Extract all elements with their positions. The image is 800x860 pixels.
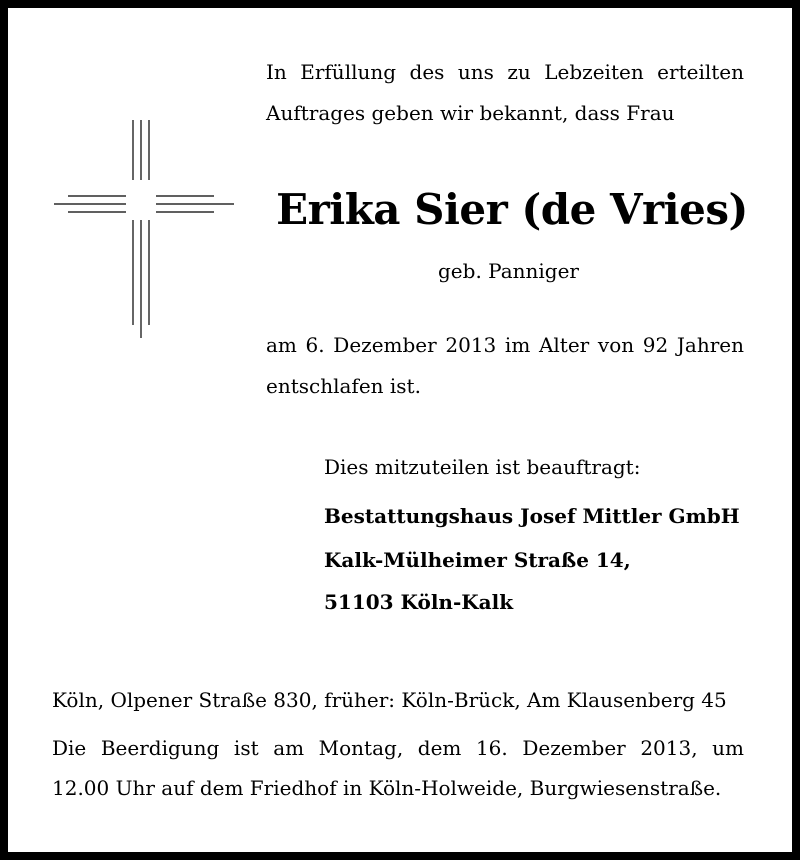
cross-icon — [46, 120, 236, 340]
funeral-home-street: Kalk-Mülheimer Straße 14, — [324, 548, 631, 572]
death-line-2: entschlafen ist. — [266, 374, 421, 398]
birth-name: geb. Panniger — [438, 259, 579, 283]
funeral-line-2: 12.00 Uhr auf dem Friedhof in Köln-Holweide, Burgwiesenstraße. — [52, 776, 722, 800]
intro-line-2: Auftrages geben wir bekannt, dass Frau — [266, 101, 675, 125]
funeral-line-1: Die Beerdigung ist am Montag, dem 16. Dezember 2013, um — [52, 736, 744, 760]
commission-label: Dies mitzuteilen ist beauftragt: — [324, 455, 641, 479]
death-line-1: am 6. Dezember 2013 im Alter von 92 Jahren — [266, 333, 744, 357]
funeral-home-name: Bestattungshaus Josef Mittler GmbH — [324, 504, 740, 528]
funeral-home-city: 51103 Köln-Kalk — [324, 590, 514, 614]
deceased-name: Erika Sier (de Vries) — [276, 185, 748, 234]
residence-address: Köln, Olpener Straße 830, früher: Köln-Brück, Am Klausenberg 45 — [52, 688, 727, 712]
intro-line-1: In Erfüllung des uns zu Lebzeiten erteilten — [266, 60, 744, 84]
